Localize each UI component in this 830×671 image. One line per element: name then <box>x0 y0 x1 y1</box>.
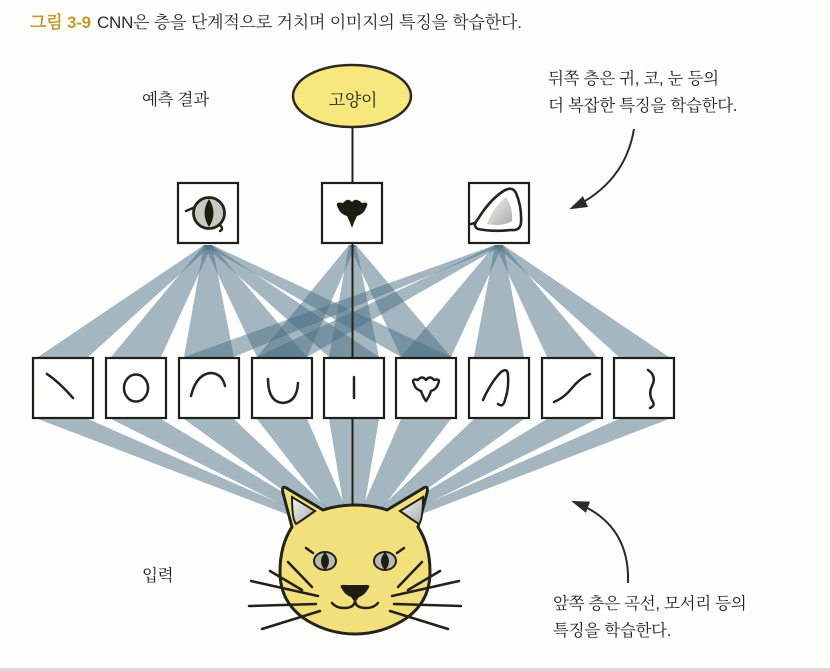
prediction-result-text: 고양이 <box>328 91 378 110</box>
input-layer-label: 입력 <box>142 567 174 585</box>
feature-box-ear <box>469 183 529 243</box>
feature-box-brace-curve <box>614 358 674 418</box>
feature-box-arc-up <box>252 358 312 418</box>
feature-box-arc-down <box>179 358 239 418</box>
high-level-feature-layer <box>178 183 529 243</box>
feature-box-nose-outline <box>396 358 456 418</box>
figure-caption: CNN은 층을 단계적으로 거치며 이미지의 특징을 학습한다. <box>96 13 522 32</box>
back-layers-annotation <box>548 66 737 120</box>
feature-box-s-curve <box>542 358 602 418</box>
feature-box-ear-outline <box>469 358 529 418</box>
back-layers-annotation-line1: 뒤쪽 층은 귀, 코, 눈 등의 <box>548 70 719 88</box>
feature-box-eye <box>178 183 238 243</box>
back-layers-annotation-line2: 더 복잡한 특징을 학습한다. <box>548 97 738 115</box>
front-layers-annotation-line2: 특징을 학습한다. <box>553 622 672 640</box>
back-layer-arrow <box>572 129 634 208</box>
feature-box-diagonal <box>33 358 93 418</box>
feature-box-vertical <box>324 358 384 418</box>
low-level-feature-layer <box>33 358 674 418</box>
feature-box-nose <box>322 183 382 243</box>
prediction-layer-label: 예측 결과 <box>142 91 209 109</box>
front-layers-annotation-line1: 앞쪽 층은 곡선, 모서리 등의 <box>553 595 747 613</box>
front-layer-arrow <box>574 502 628 583</box>
feature-box-circle <box>106 358 166 418</box>
front-layers-annotation <box>553 591 746 645</box>
figure-number: 그림 3-9 <box>30 13 91 32</box>
